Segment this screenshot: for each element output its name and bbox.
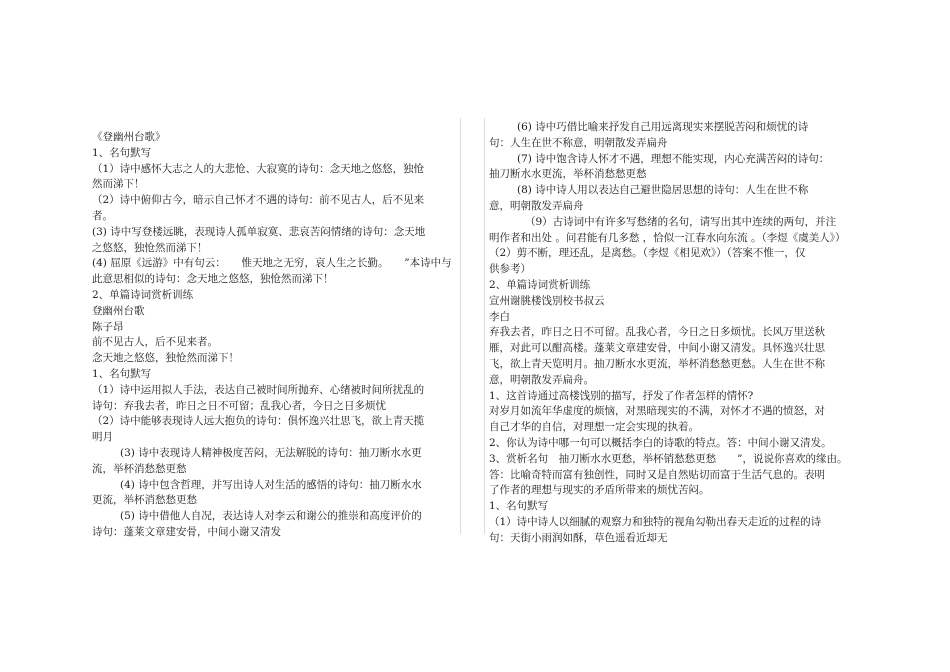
text-line: 李白 [489,310,510,323]
text-line: （2）剪不断，理还乱，是离愁。（李煜《相见欢》）（答案不惟一，仅 [489,247,806,260]
text-line: 念天地之悠悠，独怆然而涕下！ [92,352,239,365]
text-line: 诗句：蓬莱文章建安骨，中间小谢又清发 [92,525,281,538]
text-line: （2）诗中能够表现诗人远大抱负的诗句：俱怀逸兴壮思飞，欲上青天揽 [92,415,425,428]
text-line: (3) 诗中表现诗人精神极度苦闷，无法解脱的诗句：抽刀断水水更 [120,446,422,459]
text-line: 句：人生在世不称意，明朝散发弄扁舟 [489,136,668,149]
text-line: 流，举杯消愁愁更愁 [92,462,187,475]
text-line: 飞，欲上青天览明月。抽刀断水水更流，举杯消愁愁更愁。人生在世不称 [489,357,825,370]
text-line: (3) 诗中写登楼远眺，表现诗人孤单寂寞、悲哀苦闷情绪的诗句：念天地 [92,225,426,238]
text-line: 2、单篇诗词赏析训练 [92,288,194,301]
text-line: 弃我去者，昨日之日不可留。乱我心者，今日之日多烦忧。长风万里送秋 [489,326,825,339]
text-line: （1）诗中感怀大志之人的大悲怆、大寂寞的诗句：念天地之悠悠，独怆 [92,162,425,175]
text-line: （2）诗中俯仰古今，暗示自己怀才不遇的诗句：前不见古人，后不见来 [92,194,425,207]
text-line: 意，明朝散发弄扁舟 [489,199,584,212]
text-line: (8) 诗中诗人用以表达自己避世隐居思想的诗句：人生在世不称 [517,184,809,197]
text-line: 2、你认为诗中哪一句可以概括李白的诗歌的特点。答：中间小谢又清发。 [489,436,832,449]
right-page [484,118,860,544]
text-line: 诗句：弃我去者，昨日之日不可留；乱我心者，今日之日多烦忧 [92,399,386,412]
text-line: 登幽州台歌 [92,304,145,317]
text-line: 2、单篇诗词赏析训练 [489,278,591,291]
text-line: 答：比喻奇特而富有独创性，同时又是自然贴切而富于生活气息的。表明 [489,468,825,481]
text-line: 《登幽州台歌》 [92,131,166,143]
text-line: 宣州谢朓楼饯别校书叔云 [489,294,605,307]
text-line: 句：天街小雨润如酥，草色遥看近却无 [489,531,668,544]
text-line: 3、赏析名句 抽刀断水水更愁，举杯销愁愁更愁 ”，说说你喜欢的缘由。 [489,452,848,465]
text-line: 然而涕下！ [92,178,145,191]
text-line: 此意思相似的诗句：念天地之悠悠，独怆然而涕下！ [92,273,334,286]
text-line: 了作者的理想与现实的矛盾所带来的烦忧苦闷。 [489,484,710,497]
text-line: 1、名句默写 [92,367,152,380]
text-line: (4) 屈原《远游》中有句云： 惟天地之无穷，哀人生之长勤。 ”本诗中与 [92,257,452,270]
text-line: 明作者和出处 。问君能有几多愁 ，恰似一江春水向东流 。（李煜《虞美人》） [489,231,846,244]
text-line: （1）诗中诗人以细腻的观察力和独特的视角勾勒出春天走近的过程的诗 [489,515,822,528]
text-line: （9）古诗词中有许多写愁绪的名句，请写出其中连续的两句，并注 [525,215,837,228]
text-line: （1）诗中运用拟人手法，表达自己被时间所抛弃、心绪被时间所扰乱的 [92,383,425,396]
text-line: (6) 诗中巧借比喻来抒发自己用远离现实来摆脱苦闷和烦忧的诗 [517,121,809,133]
text-line: (5) 诗中借他人自况，表达诗人对李云和谢公的推崇和高度评价的 [120,510,422,523]
text-line: 1、这首诗通过高楼饯别的描写，抒发了作者怎样的情怀? [489,389,754,402]
text-line: (4) 诗中包含哲理，并写出诗人对生活的感悟的诗句：抽刀断水水 [120,478,422,491]
text-line: 更流，举杯消愁愁更愁 [92,494,197,507]
text-line: 雁，对此可以酣高楼。蓬莱文章建安骨，中间小谢又清发。具怀逸兴壮思 [489,342,825,355]
text-line: 意，明朝散发弄扁舟。 [489,373,594,386]
text-line: 之悠悠，独怆然而涕下！ [92,241,208,254]
text-line: 1、名句默写 [489,500,549,513]
text-line: 对岁月如流年华虚度的烦恼，对黑暗现实的不满，对怀才不遇的愤怒，对 [489,405,825,418]
text-line: 1、名句默写 [92,146,152,159]
text-line: 明月 [92,431,113,444]
text-line: 前不见古人，后不见来者。 [92,336,218,349]
text-line: 陈子昂 [92,320,124,333]
text-line: 抽刀断水水更流，举杯消愁愁更愁 [489,168,647,181]
text-line: 者。 [92,209,113,222]
text-line: (7) 诗中饱含诗人怀才不遇，理想不能实现，内心充满苦闷的诗句： [517,152,830,165]
text-line: 供参考） [489,263,531,276]
text-line: 自己才华的自信，对理想一定会实现的执着。 [489,421,699,434]
left-page [87,118,461,538]
